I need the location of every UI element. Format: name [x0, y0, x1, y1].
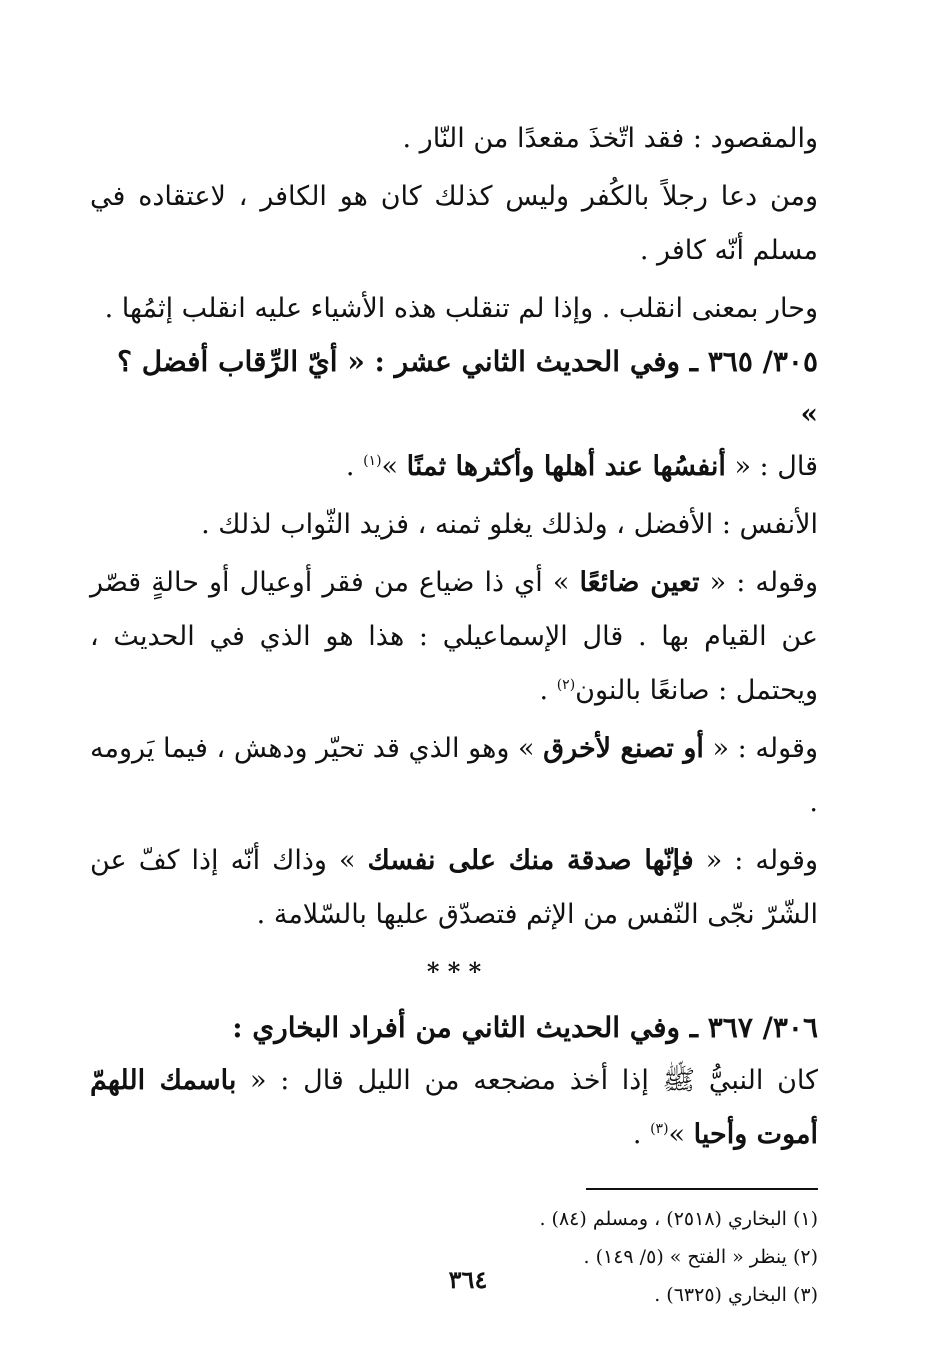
- hadith-heading-305: ٣٠٥/ ٣٦٥ ـ وفي الحديث الثاني عشر : « أيّ الرِّقاب أفضل ؟ »: [117, 345, 818, 430]
- footnote-ref-3[interactable]: (٣): [650, 1121, 669, 1137]
- quote-open: قال : «: [725, 451, 818, 482]
- paragraph-9-text: كان النبيُّ ﷺ إذا أخذ مضجعه من الليل قال : «: [236, 1065, 818, 1096]
- footnote-2: (٢) ينظر « الفتح » (٥/ ١٤٩) .: [583, 1246, 818, 1268]
- paragraph-8-text: » وذاك أنّه إذا كفّ عن الشّرّ نجّى النّفس من الإثم فتصدّق عليها بالسّلامة .: [90, 845, 818, 930]
- quote-open: وقوله : «: [693, 845, 818, 876]
- paragraph-6-text: » أي ذا ضياع من فقر أوعيال أو حالةٍ قصّر عن القيام بها . قال الإسماعيلي : هذا هو الذي في الحديث ، ويحتمل : صانعًا بالنون: [90, 567, 818, 706]
- paragraph-2: ومن دعا رجلاً بالكُفر وليس كذلك كان هو الكافر ، لاعتقاده في مسلم أنّه كافر .: [90, 181, 818, 266]
- footnote-ref-2[interactable]: (٢): [556, 677, 576, 693]
- paragraph-end: .: [539, 675, 557, 706]
- quote-close: »: [381, 451, 407, 482]
- bold-quote-bismika: باسمك اللهمّ أموت وأحيا: [90, 1065, 818, 1150]
- page-number: ٣٦٤: [448, 1265, 488, 1294]
- hadith-heading-306: ٣٠٦/ ٣٦٧ ـ وفي الحديث الثاني من أفراد البخاري :: [232, 1011, 818, 1044]
- footnote-divider: [586, 1188, 818, 1190]
- paragraph-7: [90, 722, 818, 830]
- paragraph-7-text: » وهو الذي قد تحيّر ودهش ، فيما يَرومه .: [90, 733, 818, 818]
- bold-quote-sadaqa: فإنّها صدقة منك على نفسك: [367, 845, 694, 876]
- paragraph-8: [90, 834, 818, 942]
- section-separator-stars: * * *: [426, 957, 482, 986]
- footnotes: [90, 1200, 818, 1314]
- paragraph-1: والمقصود : فقد اتّخذَ مقعدًا من النّار .: [402, 123, 818, 154]
- paragraph-6: [90, 556, 818, 718]
- paragraph-5: الأنفس : الأفضل ، ولذلك يغلو ثمنه ، فزيد الثّواب لذلك .: [201, 509, 818, 540]
- paragraph-3: وحار بمعنى انقلب . وإذا لم تنقلب هذه الأشياء عليه انقلب إثمُها .: [104, 293, 818, 324]
- bold-quote-tuinu: تعين ضائعًا: [579, 567, 700, 598]
- bold-quote-anfasuha: أنفسُها عند أهلها وأكثرها ثمنًا: [406, 451, 726, 482]
- paragraph-end: .: [345, 451, 364, 482]
- bold-quote-akhraq: أو تصنع لأخرق: [543, 733, 704, 764]
- quote-open: وقوله : «: [703, 733, 818, 764]
- page-body: [90, 112, 818, 1314]
- footnote-1: (١) البخاري (٢٥١٨) ، ومسلم (٨٤) .: [539, 1208, 818, 1230]
- paragraph-end: .: [632, 1119, 651, 1150]
- footnote-3: (٣) البخاري (٦٣٢٥) .: [654, 1284, 818, 1306]
- paragraph-9: [90, 1054, 818, 1162]
- quote-open: وقوله : «: [699, 567, 819, 598]
- quote-close: »: [668, 1119, 694, 1150]
- footnote-ref-1[interactable]: (١): [363, 453, 382, 469]
- paragraph-4: [90, 440, 818, 494]
